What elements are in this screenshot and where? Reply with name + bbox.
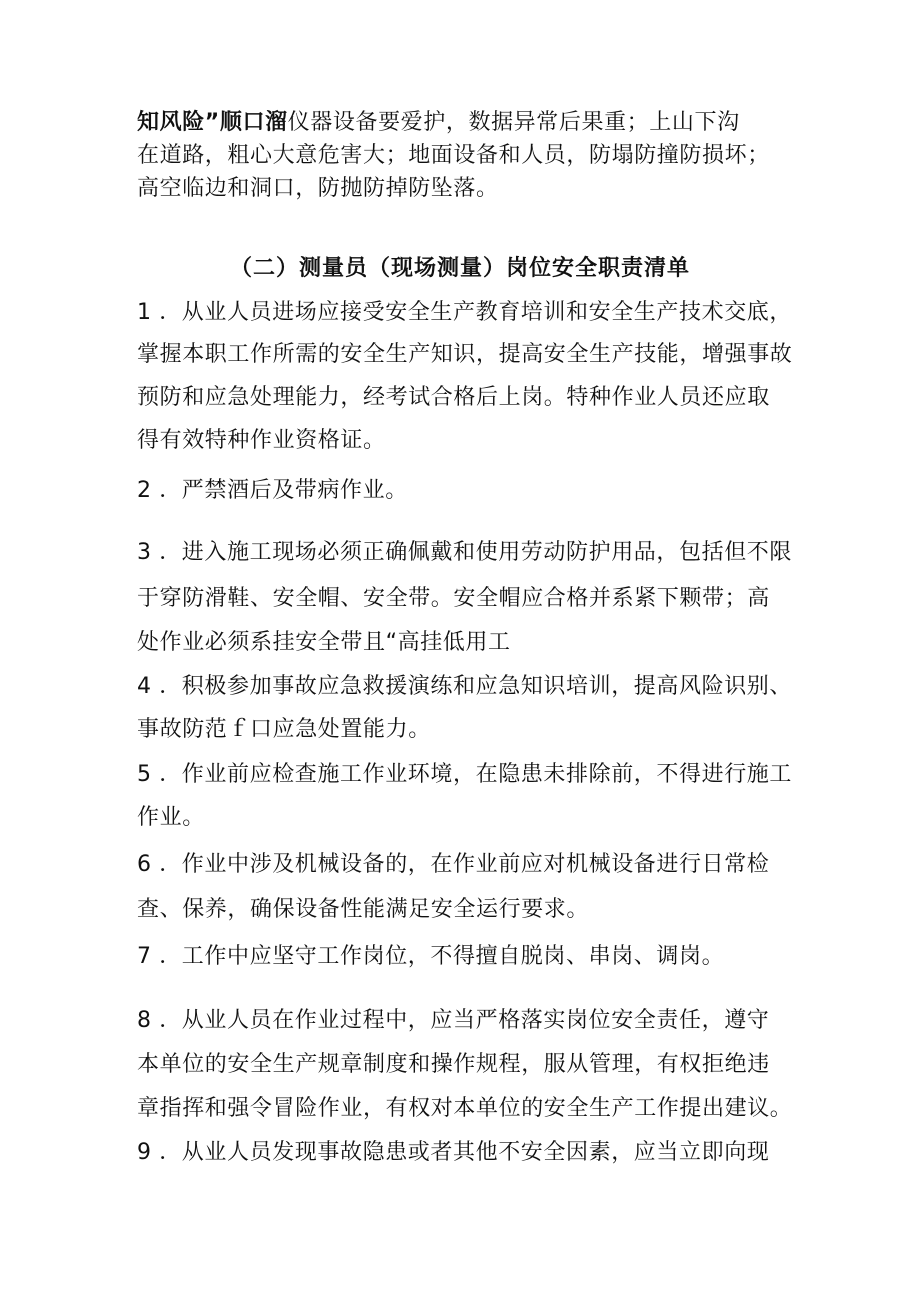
item-2-line-1: 2 ．严禁酒后及带病作业。 [137,478,408,503]
item-5-line-1: 5 ．作业前应检查施工作业环境，在隐患未排除前，不得进行施工 [137,762,792,787]
intro-bold-prefix: 知风险”顺口溜 [137,110,288,135]
item-8-line-2: 本单位的安全生产规章制度和操作规程，服从管理，有权拒绝违 [137,1052,770,1077]
item-3-line-3: 处作业必须系挂安全带且“高挂低用工 [137,630,511,655]
intro-line-2: 在道路，粗心大意危害大；地面设备和人员，防塌防撞防损坏； [137,143,770,168]
item-1-line-3: 预防和应急处理能力，经考试合格后上岗。特种作业人员还应取 [137,385,770,410]
item-4-line-1: 4 ．积极参加事故应急救援演练和应急知识培训，提高风险识别、 [137,674,792,699]
intro-line-1-text: 仪器设备要爱护，数据异常后果重；上山下沟 [287,110,740,135]
item-6-line-1: 6 ．作业中涉及机械设备的，在作业前应对机械设备进行日常检 [137,852,770,877]
item-1-line-2: 掌握本职工作所需的安全生产知识，提高安全生产技能，增强事故 [137,342,793,367]
item-4-line-2: 事故防范ｆ口应急处置能力。 [137,717,431,742]
item-8-line-1: 8 ．从业人员在作业过程中，应当严格落实岗位安全责任，遵守 [137,1008,770,1033]
section-title: （二）测量员（现场测量）岗位安全职责清单 [229,256,690,281]
intro-line-1 [137,108,740,138]
item-8-line-3: 章指挥和强令冒险作业，有权对本单位的安全生产工作提出建议。 [137,1096,793,1121]
item-9-line-1: 9 ．从业人员发现事故隐患或者其他不安全因素，应当立即向现 [137,1140,770,1165]
item-1-line-1: 1 ．从业人员进场应接受安全生产教育培训和安全生产技术交底， [137,300,792,325]
item-1-line-4: 得有效特种作业资格证。 [137,428,386,453]
intro-line-3: 高空临边和洞口，防抛防掉防坠落。 [137,176,499,201]
item-3-line-1: 3 ．进入施工现场必须正确佩戴和使用劳动防护用品，包括但不限 [137,540,792,565]
item-7-line-1: 7 ．工作中应坚守工作岗位，不得擅自脱岗、串岗、调岗。 [137,944,725,969]
item-6-line-2: 查、保养，确保设备性能满足安全运行要求。 [137,897,590,922]
item-3-line-2: 于穿防滑鞋、安全帽、安全带。安全帽应合格并系紧下颗带；高 [137,586,770,611]
item-5-line-2: 作业。 [137,805,205,830]
